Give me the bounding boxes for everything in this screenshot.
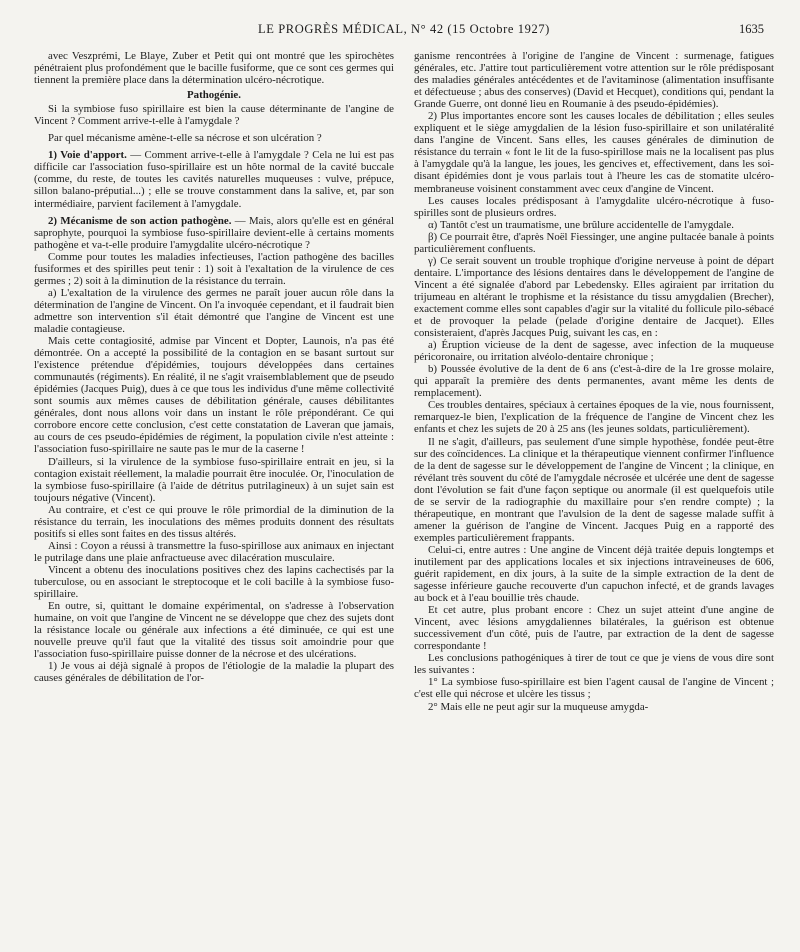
paragraph-text: Ainsi : Coyon a réussi à transmettre la fuso-spirillose aux animaux en injectant le putrilage dans une plaie anfractueuse avec dilacération musculaire. [34, 539, 394, 564]
paragraph [414, 544, 774, 604]
paragraph [34, 504, 394, 540]
paragraph [414, 676, 774, 700]
paragraph-text: D'ailleurs, si la virulence de la symbiose fuso-spirillaire entrait en jeu, si la contagion existait réellement, la maladie pourrait être inoculée. Or, l'inoculation de la symbiose fuso-spirillaire (à l'aide de détritus putrilagineux) à un sujet sain est toujours négative (Vincent). [34, 455, 394, 504]
paragraph-text: avec Veszprémi, Le Blaye, Zuber et Petit qui ont montré que les spirochètes pénétraient plus profondément que le bacille fusiforme, que ce sont ces germes qui tiennent la première place dans la détermination ulcéro-nécrotique. [34, 50, 394, 87]
paragraph [414, 652, 774, 676]
paragraph-text: b) Poussée évolutive de la dent de 6 ans (c'est-à-dire de la 1re grosse molaire, qui apparaît la première des dents permanentes, avant même les dents de remplacement). [414, 363, 774, 400]
paragraph-text: Les causes locales prédisposant à l'amygdalite ulcéro-nécrotique à fuso-spirilles sont de plusieurs ordres. [414, 194, 774, 219]
paragraph [414, 604, 774, 652]
paragraph [414, 255, 774, 339]
paragraph [34, 600, 394, 660]
paragraph [34, 149, 394, 209]
paragraph-text: Comme pour toutes les maladies infectieuses, l'action pathogène des bacilles fusiformes et des spirilles peut tenir : 1) soit à l'exaltation de la virulence de ces germes ; 2) soit à la diminution de la résistance du terrain. [34, 250, 394, 287]
paragraph-text: 2) Plus importantes encore sont les causes locales de débilitation ; elles seules expliquent et le siège amygdalien de la lésion fuso-spirillaire et son unilatéralité dans l'angine de Vincent. Sans elles, les causes générales de diminution de résistance du terrain « font le lit de la fuso-spirillose mais ne la localisent pas plus à l'amygdale qu'à la langue, les joues, les gencives et, effectivement, dans les soi-disant épidémies dont je vous parlais tout à l'heure les cas de stomatite ulcéro-membraneuse voisinent constamment avec ceux d'angine de Vincent. [414, 110, 774, 195]
left-column [34, 50, 394, 713]
paragraph [34, 251, 394, 287]
paragraph [34, 50, 394, 86]
section-heading: Pathogénie. [187, 89, 241, 102]
paragraph [34, 660, 394, 684]
paragraph [34, 287, 394, 335]
paragraph [34, 540, 394, 564]
paragraph-text: a) Éruption vicieuse de la dent de sagesse, avec infection de la muqueuse péricoronaire, ou irritation alvéolo-dentaire chronique ; [414, 339, 774, 364]
paragraph-text: a) L'exaltation de la virulence des germes ne paraît jouer aucun rôle dans la détermination de l'angine de Vincent. On l'a invoquée cependant, et il faudrait bien admettre son intervention s'il était démontré que l'angine de Vincent est une maladie contagieuse. [34, 286, 394, 335]
paragraph [34, 564, 394, 600]
paragraph-text: 1) Je vous ai déjà signalé à propos de l'étiologie de la maladie la plupart des causes générales de débilitation de l'or- [34, 660, 394, 685]
right-column [414, 50, 774, 713]
paragraph-text: α) Tantôt c'est un traumatisme, une brûlure accidentelle de l'amygdale. [428, 218, 735, 231]
paragraph-text: Mais cette contagiosité, admise par Vincent et Dopter, Launois, n'a pas été démontrée. On a accepté la possibilité de la contagion en se basant surtout sur l'existence prétendue d'épidémies, toujours développées dans certaines communautés (régiments). En réalité, il ne s'agit vraisemblablement que de pseudo épidémies (Jacques Puig), dues à ce que tous les individus d'une même collectivité sont soumis aux mêmes causes de débilitation générale, causes débilitantes générales, dont nous allons voir dans un instant le rôle prépondérant. Ce qui corrobore encore cette conclusion, c'est cette constatation de Laveran que jamais, au cours de ces pseudo-épidémies de régiment, la population civile n'est atteinte : l'association fuso-spirillaire ne saute pas le mur de la caserne ! [34, 335, 394, 456]
paragraph [414, 339, 774, 363]
paragraph [34, 132, 394, 144]
paragraph-text: 2° Mais elle ne peut agir sur la muqueuse amygda- [428, 700, 649, 713]
paragraph-text: Si la symbiose fuso spirillaire est bien la cause déterminante de l'angine de Vincent ? Comment arrive-t-elle à l'amygdale ? [34, 103, 394, 128]
running-title: LE PROGRÈS MÉDICAL, N° 42 (15 Octobre 1927) [258, 22, 550, 36]
paragraph-text: 1° La symbiose fuso-spirillaire est bien l'agent causal de l'angine de Vincent ; c'est elle qui nécrose et ulcère les tissus ; [414, 676, 774, 701]
paragraph [34, 456, 394, 504]
paragraph [414, 436, 774, 544]
paragraph [414, 110, 774, 194]
paragraph [414, 399, 774, 435]
paragraph-text: — Mais, alors qu'elle est en général saprophyte, pourquoi la symbiose fuso-spirillaire devient-elle à certains moments pathogène et va-t-elle produire l'amygdalite ulcéro-nécrotique ? [34, 214, 394, 251]
paragraph [34, 215, 394, 251]
paragraph [414, 219, 774, 231]
paragraph-text: ganisme rencontrées à l'origine de l'angine de Vincent : surmenage, fatigues générales, etc. J'attire tout particulièrement votre attention sur le rôle prédisposant des maladies générales antécédentes et de l'avitaminose (alimentation insuffisante et défectueuse ; abus des conserves) (David et Hecquet), conditions qui, pendant la Grande Guerre, ont donné lieu en Roumanie à des pseudo-épidémies). [414, 50, 774, 111]
paragraph-text: Il ne s'agit, d'ailleurs, pas seulement d'une simple hypothèse, fondée peut-être sur des coïncidences. La clinique et la thérapeutique viennent confirmer l'influence de la dent de sagesse sur le développement de l'angine de Vincent ; la clinique, en révélant très souvent du côté de l'amygdale nécrosée et ulcérée une dent de sagesse dont l'évolution se fait d'une façon septique ou anormale (il est quelquefois utile de se servir de la radiographie du maxillaire pour s'en rendre compte) ; la thérapeutique, en montrant que l'avulsion de la dent de sagesse malade suffit à amener la guérison de l'angine de Vincent. Jacques Puig en a rapporté des exemples particulièrement frappants. [414, 435, 774, 544]
paragraph-text: Les conclusions pathogéniques à tirer de tout ce que je viens de vous dire sont les suivantes : [414, 652, 774, 677]
paragraph-text: Par quel mécanisme amène-t-elle sa nécrose et son ulcération ? [48, 132, 322, 145]
paragraph-text: En outre, si, quittant le domaine expérimental, on s'adresse à l'observation humaine, on voit que l'angine de Vincent ne se développe que chez des sujets dont la résistance locale ou générale aux infections a été diminuée, ce qui est une nouvelle preuve qu'il faut que la vitalité des tissus soit amoindrie pour que l'association fuso-spirillaire puisse donner de la nécrose et des ulcérations. [34, 600, 394, 661]
paragraph-lead: 1) Voie d'apport. [48, 149, 127, 162]
paragraph-text: β) Ce pourrait être, d'après Noël Fiessinger, une angine pultacée banale à points particulièrement confluents. [414, 230, 774, 255]
paragraph [34, 335, 394, 455]
paragraph [414, 231, 774, 255]
paragraph [414, 50, 774, 110]
running-header [34, 22, 774, 38]
paragraph-text: — Comment arrive-t-elle à l'amygdale ? Cela ne lui est pas difficile car l'association fuso-spirillaire est un hôte normal de la cavité buccale (comme, du reste, de toutes les cavités naturelles muqueuses : vulve, prépuce, sillon balano-préputial...) ; elle se trouve constamment dans la salive, et, par son intermédiaire, parvient facilement à l'amygdale. [34, 149, 394, 210]
paragraph-text: γ) Ce serait souvent un trouble trophique d'origine nerveuse à point de départ dentaire. L'importance des lésions dentaires dans le développement de l'angine de Vincent a été signalée d'abord par Lebedensky. Elles agiraient par irritation du trijumeau en altérant le trophisme et la résistance du tissu amygdalien (Brecher), exactement comme elles sont capables d'agir sur la vitalité du follicule pilo-sébacé et de provoquer la pelade (pelade d'origine dentaire de Jacquet). Elles consisteraient, d'après Jacques Puig, suivant les cas, en : [414, 254, 774, 340]
paragraph-text: Vincent a obtenu des inoculations positives chez des lapins cachectisés par la tuberculose, ou en associant le streptocoque et le coli bacille à la symbiose fuso-spirillaire. [34, 563, 394, 601]
paragraph-lead: 2) Mécanisme de son action pathogène. [48, 214, 232, 227]
paragraph-text: Ces troubles dentaires, spéciaux à certaines époques de la vie, nous fournissent, remarquez-le bien, l'explication de la fréquence de l'angine de Vincent chez les enfants et chez les sujets de 20 à 25 ans (les jeunes soldats, particulièrement). [414, 399, 774, 436]
paragraph-text: Celui-ci, entre autres : Une angine de Vincent déjà traitée depuis longtemps et inutilement par des applications locales et six injections intraveineuses de 606, guérit rapidement, en dix jours, à la suite de la simple extraction de la dent de sagesse inférieure gauche recouverte d'un capuchon infecté, et de grands lavages au bock et à l'eau bouillie très chaude. [414, 543, 774, 605]
paragraph [414, 363, 774, 399]
paragraph [34, 103, 394, 127]
paragraph [414, 195, 774, 219]
page-number: 1635 [739, 22, 764, 36]
paragraph [414, 701, 774, 713]
paragraph-text: Et cet autre, plus probant encore : Chez un sujet atteint d'une angine de Vincent, avec lésions amygdaliennes bilatérales, la guérison est obtenue successivement d'un côté, puis de l'autre, par extraction de la dent de sagesse correspondante ! [414, 604, 774, 653]
paragraph-text: Au contraire, et c'est ce qui prouve le rôle primordial de la diminution de la résistance du terrain, les inoculations des mêmes produits donnent des résultats positifs si elles sont faites en des tissus altérés. [34, 503, 394, 540]
